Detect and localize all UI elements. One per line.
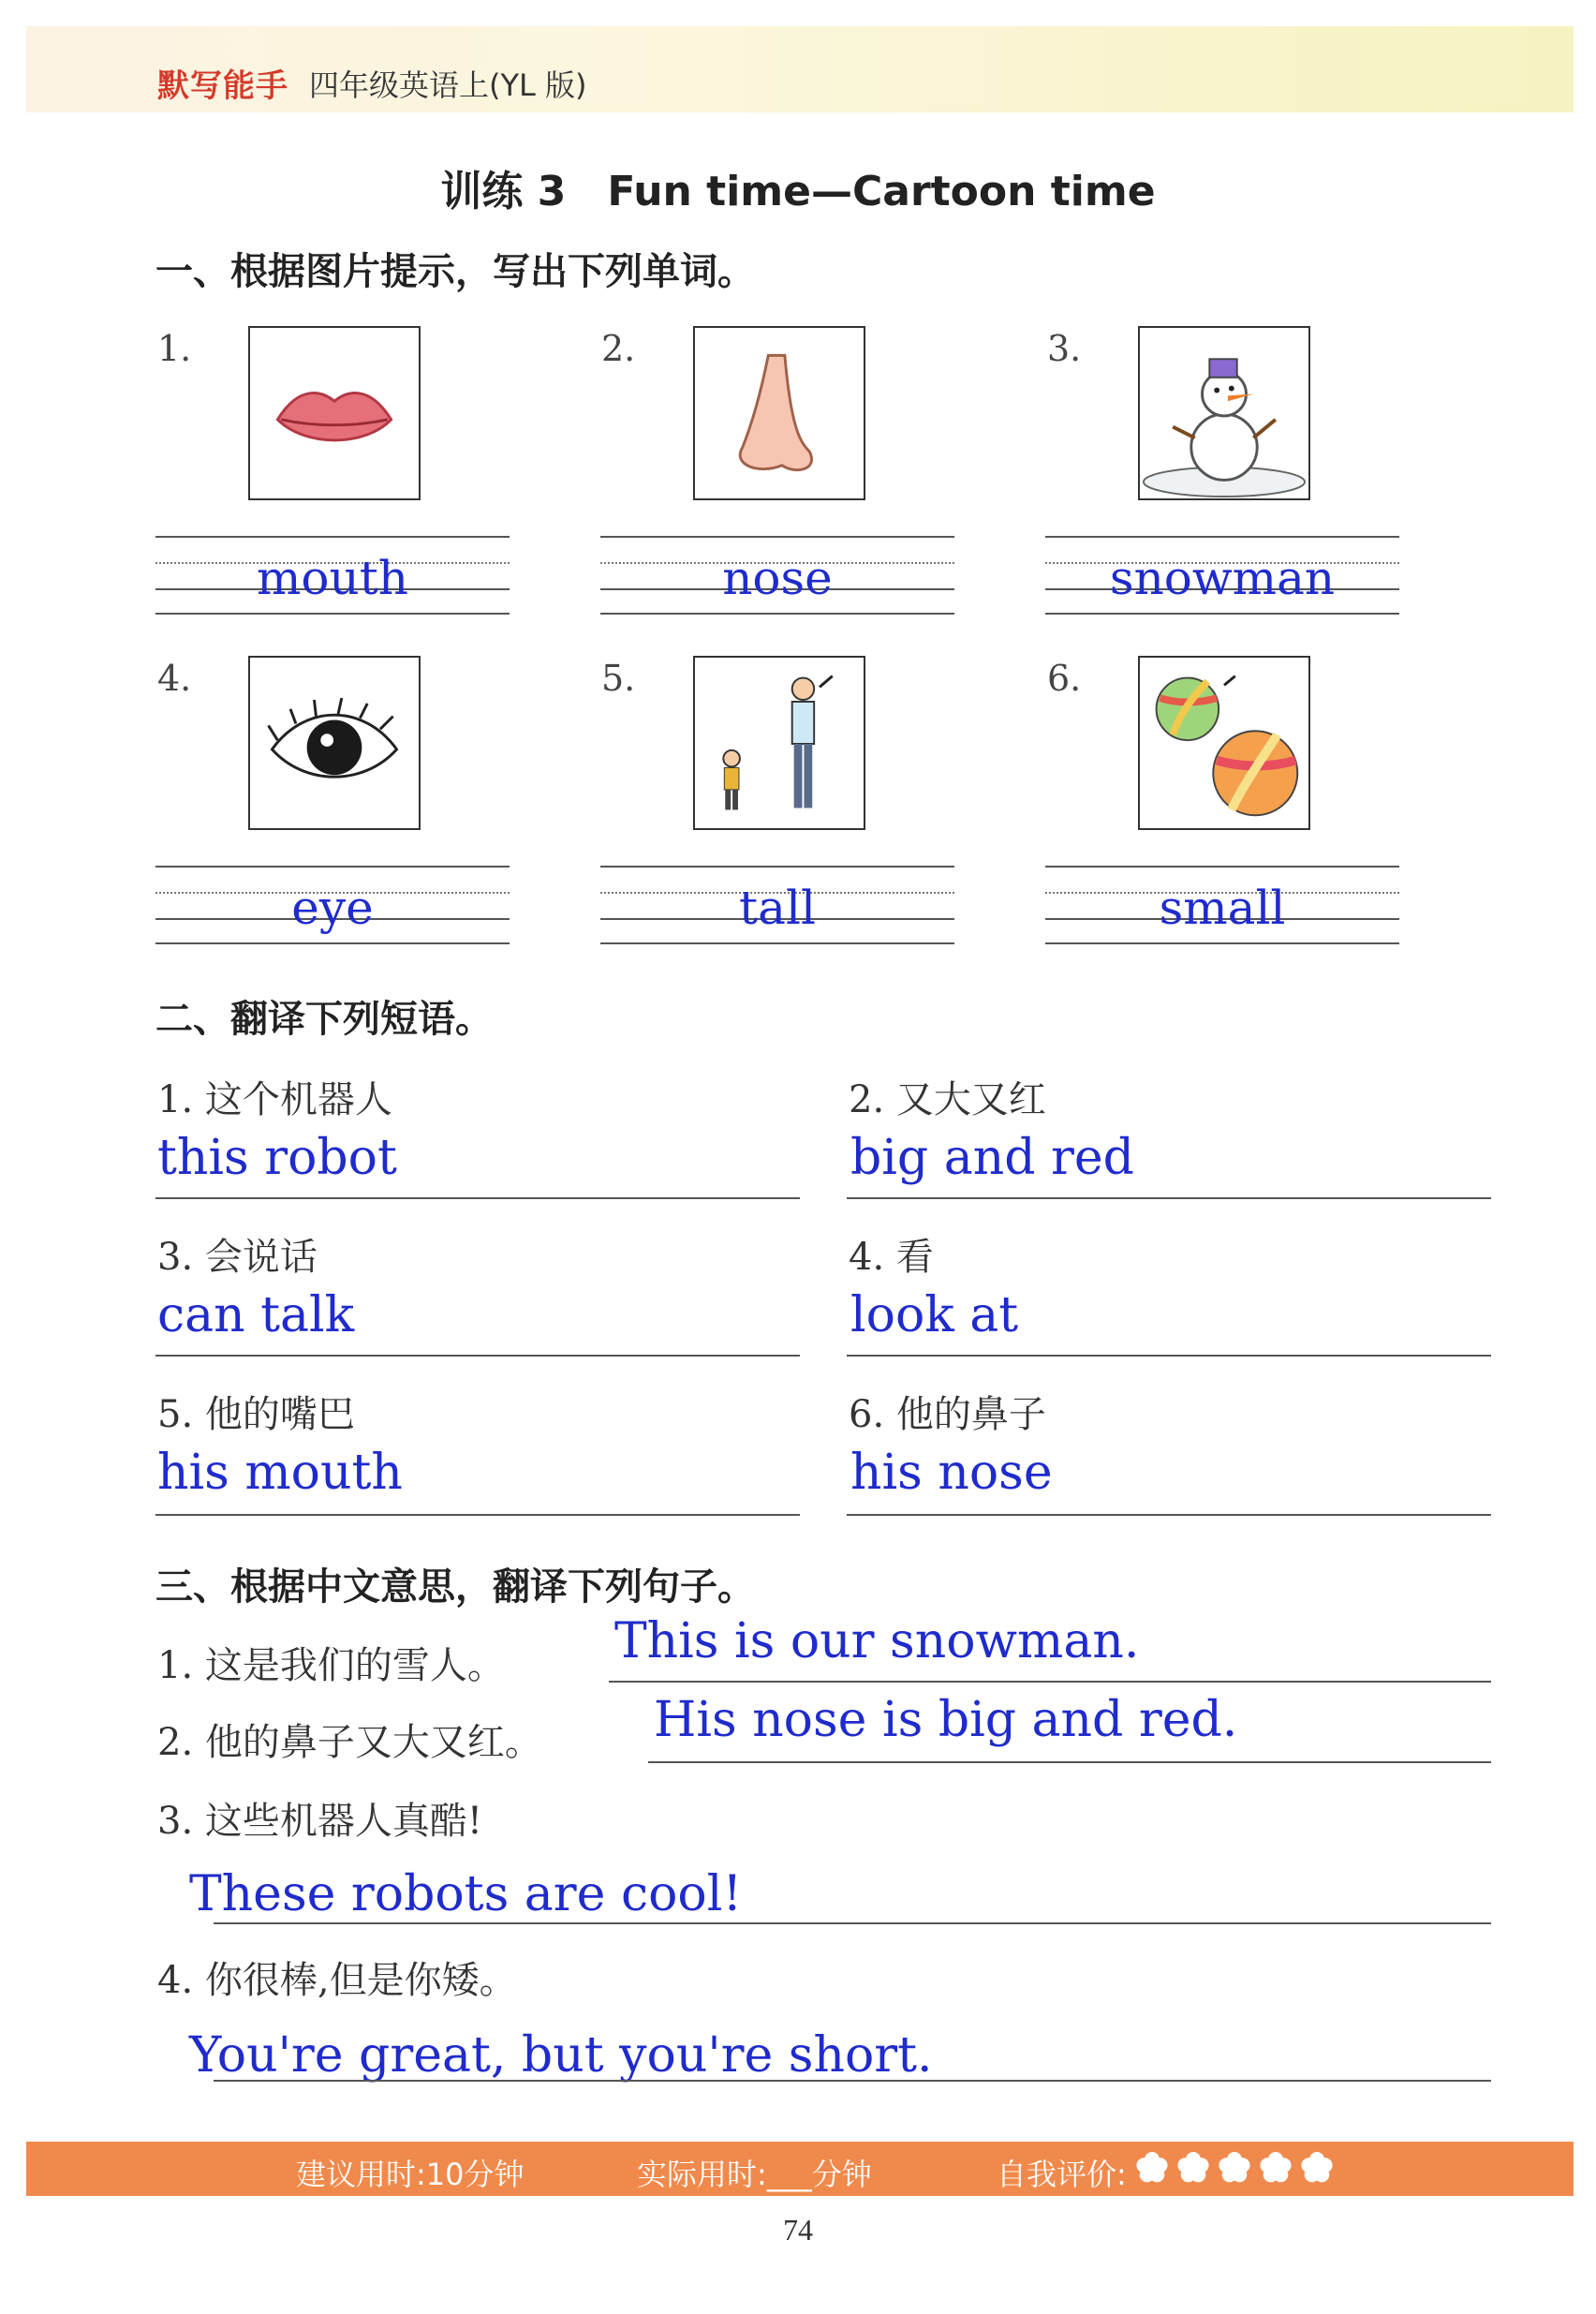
phrase-answer: his nose — [850, 1445, 1053, 1501]
answer-lines — [1045, 866, 1399, 944]
answer-lines — [600, 536, 954, 615]
answer-line — [155, 1514, 800, 1516]
section2-heading: 二、翻译下列短语。 — [155, 998, 493, 1041]
rating-star-icon[interactable] — [1218, 2151, 1251, 2185]
answer-line — [648, 1761, 1491, 1763]
rating-star-icon[interactable] — [1300, 2151, 1334, 2185]
series-brand: 默写能手 — [157, 67, 288, 105]
rating-star-icon[interactable] — [1259, 2151, 1293, 2185]
sentence-question: 1. 这是我们的雪人。 — [157, 1644, 505, 1687]
sentence-answer: You're great, but you're short. — [189, 2027, 933, 2084]
nose-icon — [693, 326, 865, 500]
answer-line — [155, 1197, 800, 1199]
item-number: 6. — [1047, 658, 1082, 699]
sentence-answer: These robots are cool! — [189, 1866, 743, 1922]
answer-lines — [155, 536, 510, 615]
answer-word: tall — [739, 881, 816, 935]
actual-time: 实际用时:___分钟 — [637, 2157, 872, 2192]
answer-line — [847, 1197, 1491, 1199]
answer-line — [847, 1514, 1491, 1516]
snowman-icon — [1138, 326, 1310, 500]
section3-heading: 三、根据中文意思，翻译下列句子。 — [155, 1565, 755, 1609]
sentence-answer: His nose is big and red. — [654, 1692, 1238, 1748]
rating-star-icon[interactable] — [1135, 2151, 1169, 2185]
phrase-question: 6. 他的鼻子 — [849, 1393, 1046, 1436]
answer-word: mouth — [256, 551, 408, 605]
tall-man-icon — [693, 656, 865, 830]
rating-stars — [1135, 2151, 1341, 2188]
item-number: 4. — [157, 658, 192, 699]
book-title: 四年级英语上(YL 版) — [309, 67, 587, 103]
phrase-question: 4. 看 — [849, 1236, 934, 1279]
phrase-answer: big and red — [850, 1130, 1134, 1186]
answer-line — [155, 1355, 800, 1357]
item-number: 1. — [157, 328, 192, 369]
answer-line — [847, 1355, 1491, 1357]
answer-word: small — [1159, 881, 1286, 935]
sentence-question: 4. 你很棒,但是你矮。 — [157, 1959, 517, 2002]
phrase-answer: his mouth — [157, 1445, 403, 1501]
page-number: 74 — [783, 2213, 813, 2247]
sentence-question: 2. 他的鼻子又大又红。 — [157, 1721, 542, 1764]
phrase-question: 3. 会说话 — [157, 1236, 318, 1279]
lips-icon — [248, 326, 421, 500]
answer-word: snowman — [1109, 551, 1336, 605]
answer-lines — [600, 866, 954, 944]
answer-word: eye — [291, 881, 374, 935]
phrase-question: 1. 这个机器人 — [157, 1078, 392, 1121]
phrase-answer: this robot — [157, 1130, 397, 1186]
self-evaluation-label: 自我评价: — [997, 2157, 1127, 2192]
item-number: 3. — [1047, 328, 1082, 369]
answer-word: nose — [722, 551, 833, 605]
answer-lines — [155, 866, 510, 944]
eye-icon — [248, 656, 421, 830]
answer-line — [214, 1922, 1491, 1924]
phrase-answer: look at — [850, 1287, 1019, 1343]
section1-heading: 一、根据图片提示，写出下列单词。 — [155, 250, 755, 293]
answer-line — [609, 1681, 1491, 1683]
sentence-question: 3. 这些机器人真酷! — [157, 1800, 482, 1843]
balls-icon — [1138, 656, 1310, 830]
lesson-title: 训练 3 Fun time—Cartoon time — [440, 168, 1156, 215]
suggested-time: 建议用时:10分钟 — [296, 2157, 525, 2192]
phrase-question: 5. 他的嘴巴 — [157, 1393, 355, 1436]
item-number: 2. — [601, 328, 636, 369]
item-number: 5. — [601, 658, 636, 699]
phrase-answer: can talk — [157, 1287, 355, 1343]
answer-lines — [1045, 536, 1399, 615]
sentence-answer: This is our snowman. — [614, 1613, 1140, 1669]
phrase-question: 2. 又大又红 — [849, 1078, 1046, 1121]
answer-line — [214, 2080, 1491, 2082]
rating-star-icon[interactable] — [1176, 2151, 1210, 2185]
